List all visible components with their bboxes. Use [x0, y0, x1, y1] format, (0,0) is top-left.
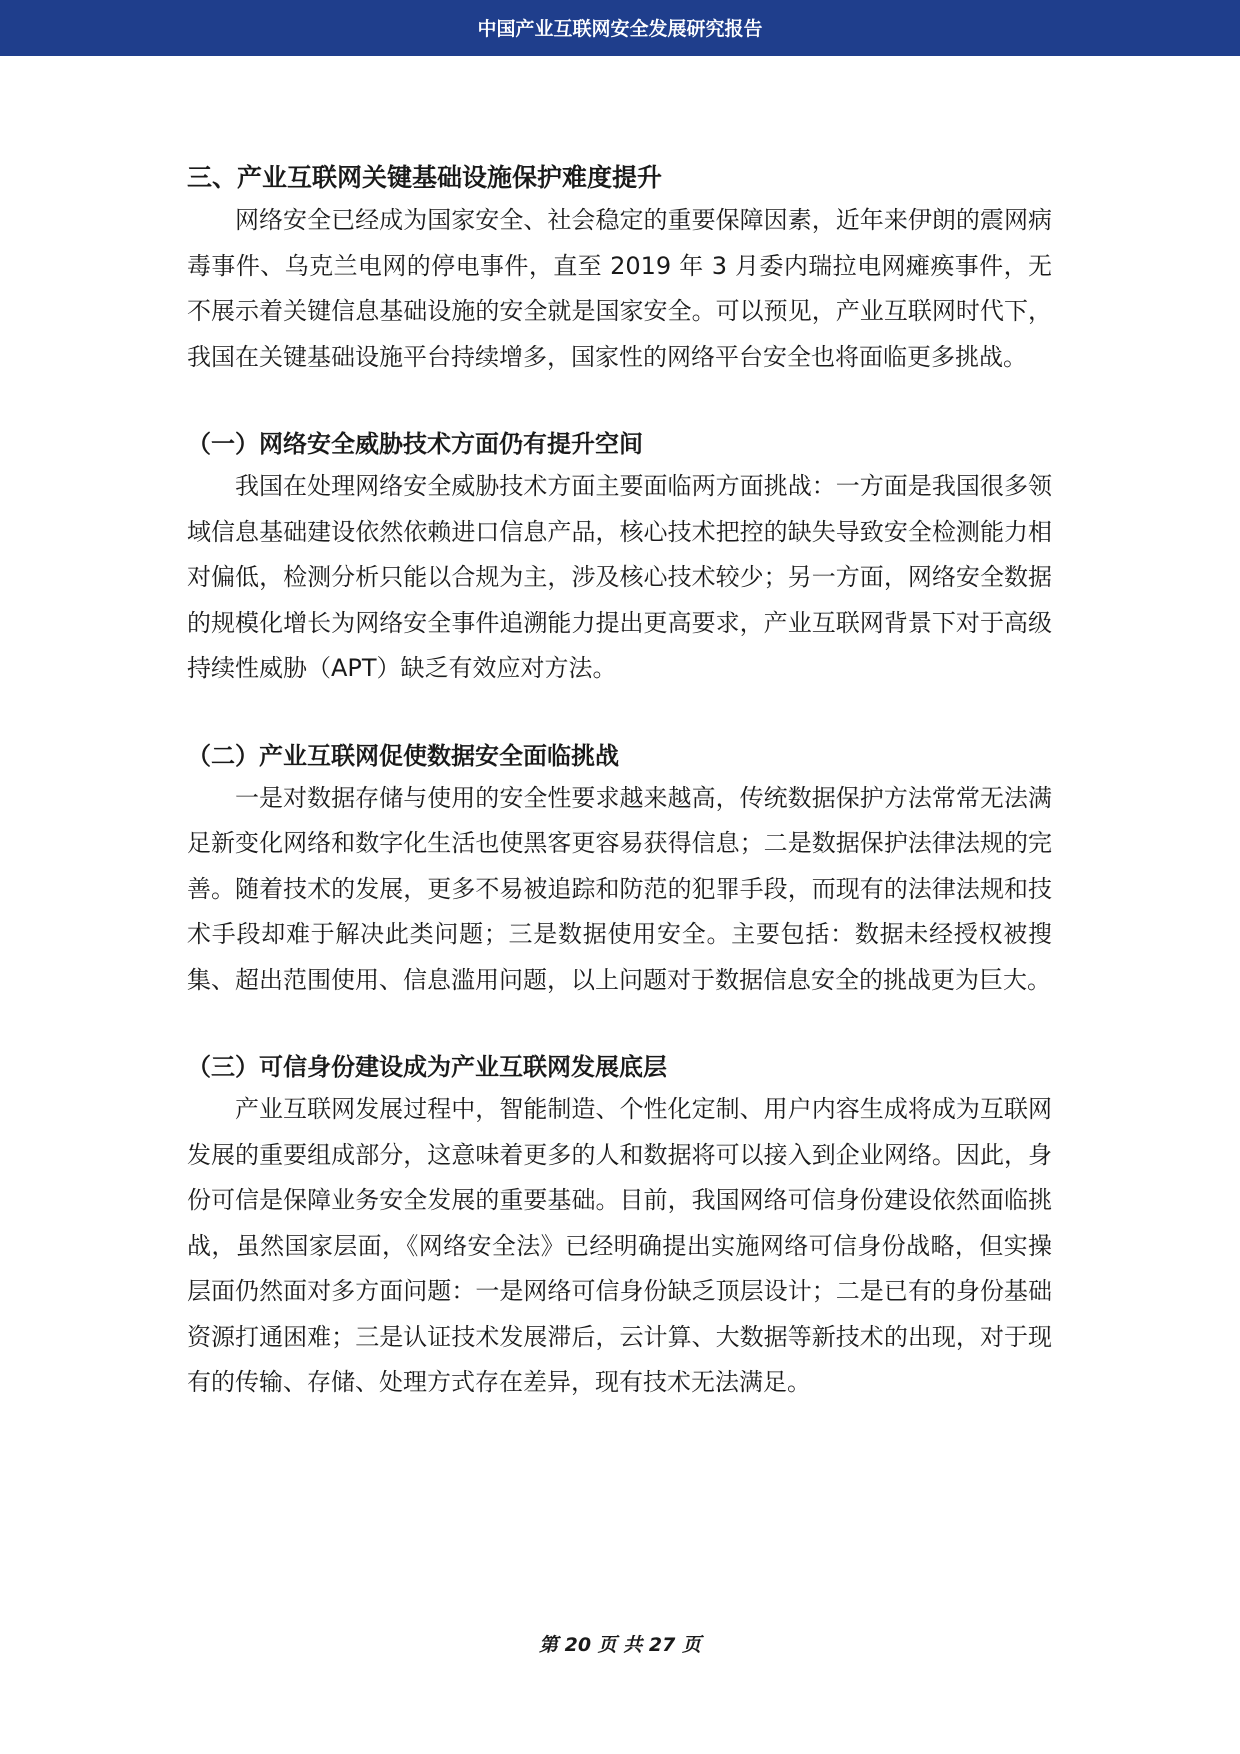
subsection-heading-1: （一）网络安全威胁技术方面仍有提升空间 [187, 430, 643, 458]
report-title: 中国产业互联网安全发展研究报告 [477, 17, 763, 40]
subsection-paragraph: 产业互联网发展过程中，智能制造、个性化定制、用户内容生成将成为互联网发展的重要组成部分，这意味着更多的人和数据将可以接入到企业网络。因此，身份可信是保障业务安全发展的重要基础。目前，我国网络可信身份建设依然面临挑战，虽然国家层面，《网络安全法》已经明确提出实施网络可信身份战略，但实操层面仍然面对多方面问题：一是网络可信身份缺乏顶层设计；二是已有的身份基础资源打通困难；三是认证技术发展滞后，云计算、大数据等新技术的出现，对于现有的传输、存储、处理方式存在差异，现有技术无法满足。 [187, 1095, 1052, 1396]
subsection-paragraph: 我国在处理网络安全威胁技术方面主要面临两方面挑战：一方面是我国很多领域信息基础建设依然依赖进口信息产品，核心技术把控的缺失导致安全检测能力相对偏低，检测分析只能以合规为主，涉及核心技术较少；另一方面，网络安全数据的规模化增长为网络安全事件追溯能力提出更高要求，产业互联网背景下对于高级持续性威胁（APT）缺乏有效应对方法。 [187, 472, 1052, 682]
section-heading-3: 三、产业互联网关键基础设施保护难度提升 [187, 163, 663, 192]
report-header-bar [0, 0, 1240, 56]
subsection-paragraph: 一是对数据存储与使用的安全性要求越来越高，传统数据保护方法常常无法满足新变化网络和数字化生活也使黑客更容易获得信息；二是数据保护法律法规的完善。随着技术的发展，更多不易被追踪和防范的犯罪手段，而现有的法律法规和技术手段却难于解决此类问题；三是数据使用安全。主要包括：数据未经授权被搜集、超出范围使用、信息滥用问题，以上问题对于数据信息安全的挑战更为巨大。 [187, 783, 1052, 994]
page-content [187, 158, 1052, 1406]
section-paragraph: 网络安全已经成为国家安全、社会稳定的重要保障因素，近年来伊朗的震网病毒事件、乌克兰电网的停电事件，直至 2019 年 3 月委内瑞拉电网瘫痪事件，无不展示着关键信息基础设施的安全就是国家安全。可以预见，产业互联网时代下，我国在关键基础设施平台持续增多，国家性的网络平台安全也将面临更多挑战。 [187, 206, 1052, 371]
subsection-heading-3: （三）可信身份建设成为产业互联网发展底层 [187, 1053, 667, 1081]
subsection-heading-2: （二）产业互联网促使数据安全面临挑战 [187, 741, 619, 770]
page-number: 第 20 页 共 27 页 [539, 1634, 701, 1656]
